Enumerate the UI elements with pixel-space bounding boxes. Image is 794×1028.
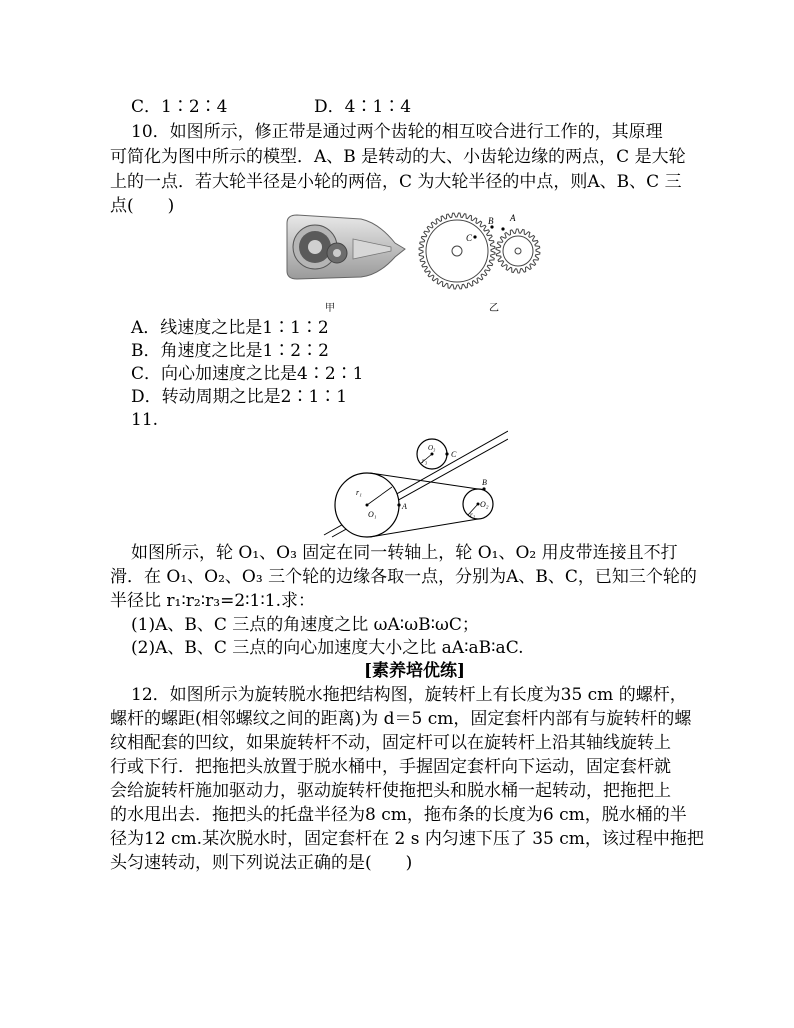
label-o3: O₃ bbox=[428, 444, 436, 452]
section-title: [素养培优练] bbox=[364, 661, 466, 681]
label-r2: r₂ bbox=[470, 511, 476, 519]
gear-rim bbox=[503, 236, 533, 266]
figure-caption-jia: 甲 bbox=[325, 303, 335, 314]
q12-stem-line-5: 会给旋转杆施加驱动力，驱动旋转杆使拖把头和脱水桶一起转动，把拖把上 bbox=[110, 781, 671, 801]
figure-caption-yi: 乙 bbox=[489, 303, 499, 314]
gear-label-c: C bbox=[466, 233, 473, 243]
q12-stem-line-6: 的水甩出去．拖把头的托盘半径为8 cm，拖布条的长度为6 cm，脱水桶的半 bbox=[110, 805, 687, 825]
label-o2: O₂ bbox=[480, 500, 489, 509]
gear-outline bbox=[419, 213, 495, 289]
q11-stem-line-2: 滑．在 O₁、O₂、O₃ 三个轮的边缘各取一点，分别为A、B、C，已知三个轮的 bbox=[110, 567, 697, 587]
q9-option-d: D．4∶1∶4 bbox=[314, 97, 412, 117]
gear-rim bbox=[426, 220, 488, 282]
q11-stem-line-1: 如图所示，轮 O₁、O₃ 固定在同一转轴上，轮 O₁、O₂ 用皮带连接且不打 bbox=[131, 543, 678, 563]
q9-option-c: C．1∶2∶4 bbox=[131, 97, 228, 117]
gear-label-a: A bbox=[510, 213, 516, 223]
q12-stem-line-1: 12．如图所示为旋转脱水拖把结构图，旋转杆上有长度为35 cm 的螺杆， bbox=[131, 685, 687, 705]
label-r1: r₁ bbox=[356, 488, 362, 497]
label-a: A bbox=[402, 502, 407, 511]
q10-option-d: D．转动周期之比是2∶1∶1 bbox=[131, 387, 348, 407]
q11-sub-question-2: (2)A、B、C 三点的向心加速度大小之比 aA∶aB∶aC. bbox=[131, 638, 524, 658]
belt-pulley-figure bbox=[312, 427, 508, 539]
gear-model-figure bbox=[418, 209, 558, 291]
q12-stem-line-8: 头匀速转动，则下列说法正确的是( ) bbox=[110, 853, 413, 873]
label-c: C bbox=[451, 450, 457, 459]
q12-stem-line-7: 径为12 cm.某次脱水时，固定套杆在 2 s 内匀速下压了 35 cm，该过程中拖把 bbox=[110, 829, 704, 849]
q12-stem-line-3: 纹相配套的凹纹，如果旋转杆不动，固定杆可以在旋转杆上沿其轴线旋转上 bbox=[110, 733, 671, 753]
q10-option-b: B．角速度之比是1∶2∶2 bbox=[131, 341, 329, 361]
q10-stem-line-2: 可简化为图中所示的模型．A、B 是转动的大、小齿轮边缘的两点，C 是大轮 bbox=[110, 147, 686, 167]
label-r3: r₃ bbox=[422, 457, 428, 465]
q12-stem-line-2: 螺杆的螺距(相邻螺纹之间的距离)为 d＝5 cm，固定套杆内部有与旋转杆的螺 bbox=[110, 709, 692, 729]
q10-option-a: A．线速度之比是1∶1∶2 bbox=[131, 318, 329, 338]
q10-stem-line-1: 10．如图所示，修正带是通过两个齿轮的相互咬合进行工作的，其原理 bbox=[131, 122, 663, 142]
correction-tape-figure bbox=[283, 213, 408, 283]
q11-sub-question-1: (1)A、B、C 三点的角速度之比 ωA∶ωB∶ωC； bbox=[131, 615, 479, 635]
label-b: B bbox=[482, 478, 487, 487]
q11-number: 11. bbox=[131, 410, 159, 430]
q10-stem-line-4: 点( ) bbox=[110, 196, 175, 216]
label-o1: O₁ bbox=[368, 510, 377, 519]
q10-option-c: C．向心加速度之比是4∶2∶1 bbox=[131, 364, 364, 384]
q11-stem-line-3: 半径比 r₁∶r₂∶r₃=2∶1∶1.求： bbox=[110, 591, 316, 611]
q10-stem-line-3: 上的一点．若大轮半径是小轮的两倍，C 为大轮半径的中点，则A、B、C 三 bbox=[110, 172, 682, 192]
gear-label-b: B bbox=[488, 216, 494, 226]
q12-stem-line-4: 行或下行．把拖把头放置于脱水桶中，手握固定套杆向下运动，固定套杆就 bbox=[110, 757, 671, 777]
